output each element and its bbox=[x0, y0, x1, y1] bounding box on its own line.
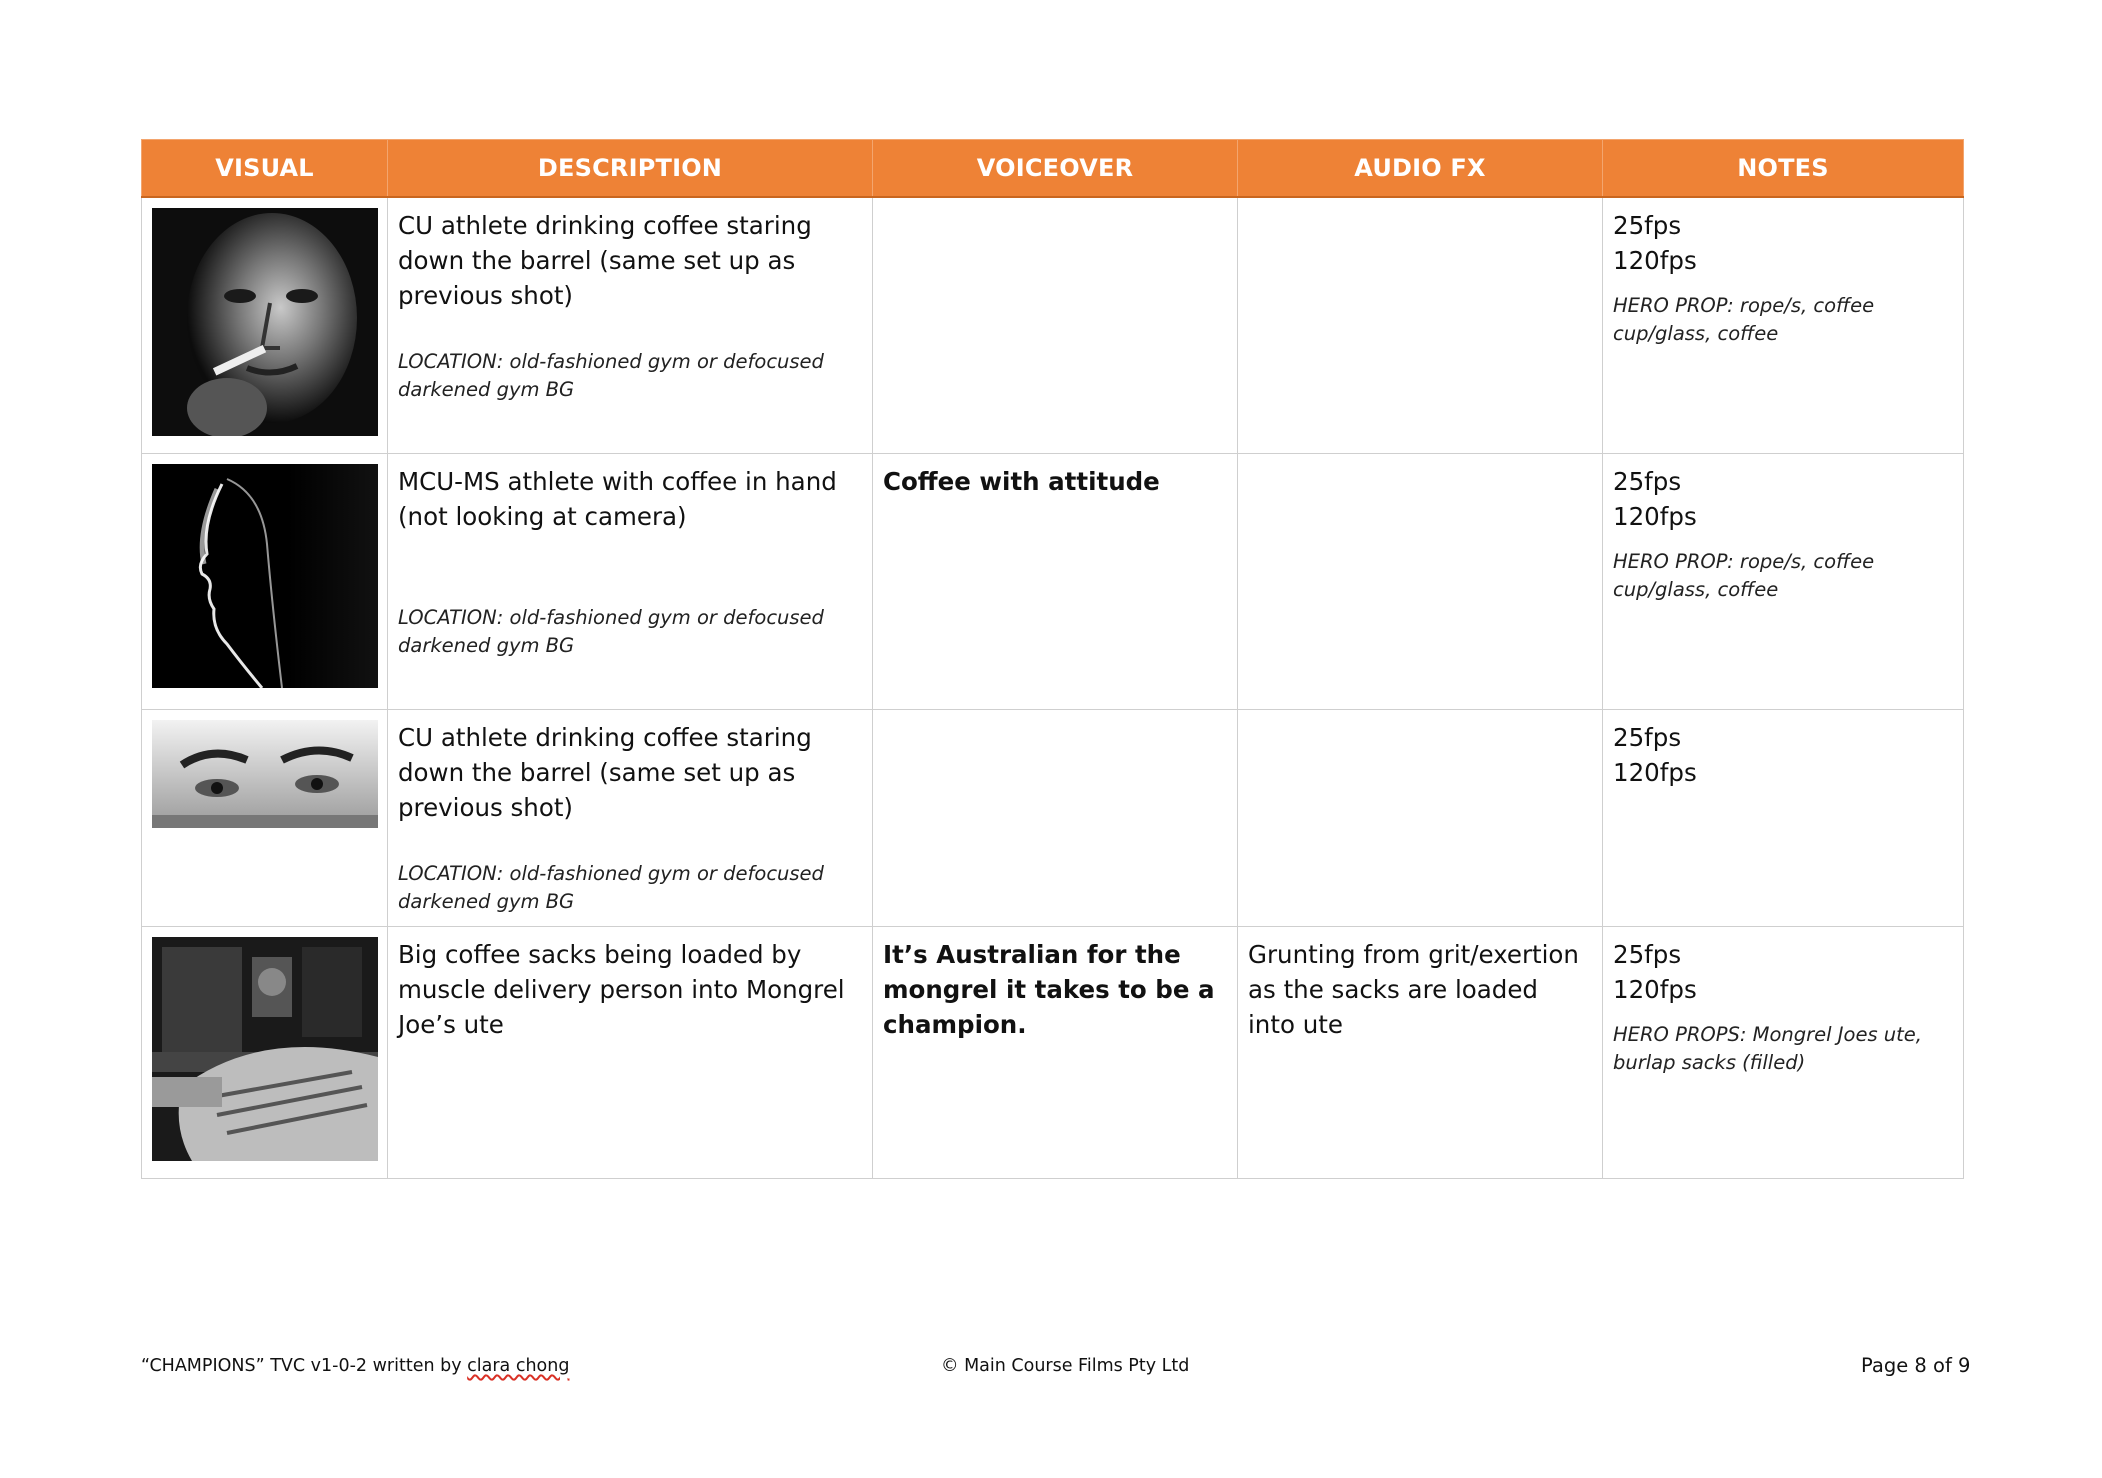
location-text: LOCATION: old-fashioned gym or defocused darkened gym BG bbox=[398, 350, 824, 401]
hero-prop-text: HERO PROP: rope/s, coffee cup/glass, coffee bbox=[1613, 294, 1875, 345]
notes-cell bbox=[1603, 197, 1964, 453]
hero-prop-text: HERO PROPS: Mongrel Joes ute, burlap sacks (filled) bbox=[1613, 1022, 1923, 1074]
description-cell bbox=[388, 926, 873, 1178]
audio-fx-cell bbox=[1238, 453, 1603, 709]
description-cell bbox=[388, 453, 873, 709]
page-number: Page 8 of 9 bbox=[1861, 1354, 1971, 1377]
fps-standard: 25fps bbox=[1613, 722, 1682, 752]
notes-cell bbox=[1603, 453, 1964, 709]
fps-slowmo: 120fps bbox=[1613, 757, 1697, 787]
description-cell bbox=[388, 197, 873, 453]
audio-fx-cell bbox=[1238, 926, 1603, 1178]
storyboard-table bbox=[141, 139, 1964, 1179]
fps-slowmo: 120fps bbox=[1613, 246, 1697, 275]
table-row bbox=[142, 709, 1964, 926]
footer-credit bbox=[141, 1356, 569, 1376]
fps-standard: 25fps bbox=[1613, 211, 1682, 240]
footer-credit-prefix: “CHAMPIONS” TVC v1-0-2 written by bbox=[141, 1356, 468, 1376]
header-audio-fx: AUDIO FX bbox=[1238, 140, 1603, 198]
coffee-sacks-thumbnail bbox=[152, 937, 378, 1161]
fps-standard: 25fps bbox=[1613, 939, 1682, 969]
header-description: DESCRIPTION bbox=[388, 140, 873, 198]
fps-standard: 25fps bbox=[1613, 466, 1682, 496]
voiceover-cell bbox=[873, 197, 1238, 453]
notes-cell bbox=[1603, 926, 1964, 1178]
table-row bbox=[142, 197, 1964, 453]
fps-slowmo: 120fps bbox=[1613, 501, 1697, 531]
footer-author: clara chong bbox=[467, 1356, 570, 1376]
header-row bbox=[142, 140, 1964, 198]
eyes-closeup-thumbnail bbox=[152, 720, 378, 828]
header-voiceover: VOICEOVER bbox=[873, 140, 1238, 198]
audio-fx-cell bbox=[1238, 197, 1603, 453]
audio-fx-text: Grunting from grit/exertion as the sacks are loaded into ute bbox=[1248, 939, 1579, 1039]
description-cell bbox=[388, 709, 873, 926]
visual-cell bbox=[142, 709, 388, 926]
voiceover-text: Coffee with attitude bbox=[883, 466, 1160, 496]
description-text: MCU-MS athlete with coffee in hand (not looking at camera) bbox=[398, 466, 837, 531]
notes-cell bbox=[1603, 709, 1964, 926]
table-row bbox=[142, 926, 1964, 1178]
description-text: CU athlete drinking coffee staring down the barrel (same set up as previous shot) bbox=[398, 211, 812, 310]
audio-fx-cell bbox=[1238, 709, 1603, 926]
header-visual: VISUAL bbox=[142, 140, 388, 198]
voiceover-cell bbox=[873, 453, 1238, 709]
description-text: CU athlete drinking coffee staring down the barrel (same set up as previous shot) bbox=[398, 722, 812, 822]
visual-cell bbox=[142, 926, 388, 1178]
man-smoking-thumbnail bbox=[152, 208, 378, 436]
location-text: LOCATION: old-fashioned gym or defocused darkened gym BG bbox=[398, 861, 824, 913]
woman-profile-thumbnail bbox=[152, 464, 378, 688]
fps-slowmo: 120fps bbox=[1613, 974, 1697, 1004]
hero-prop-text: HERO PROP: rope/s, coffee cup/glass, coffee bbox=[1613, 549, 1875, 601]
voiceover-cell bbox=[873, 926, 1238, 1178]
description-text: Big coffee sacks being loaded by muscle delivery person into Mongrel Joe’s ute bbox=[398, 939, 845, 1039]
voiceover-text: It’s Australian for the mongrel it takes to be a champion. bbox=[883, 939, 1215, 1039]
voiceover-cell bbox=[873, 709, 1238, 926]
location-text: LOCATION: old-fashioned gym or defocused darkened gym BG bbox=[398, 605, 824, 657]
header-notes: NOTES bbox=[1603, 140, 1964, 198]
footer-copyright: © Main Course Films Pty Ltd bbox=[941, 1356, 1190, 1376]
visual-cell bbox=[142, 453, 388, 709]
table-row bbox=[142, 453, 1964, 709]
visual-cell bbox=[142, 197, 388, 453]
